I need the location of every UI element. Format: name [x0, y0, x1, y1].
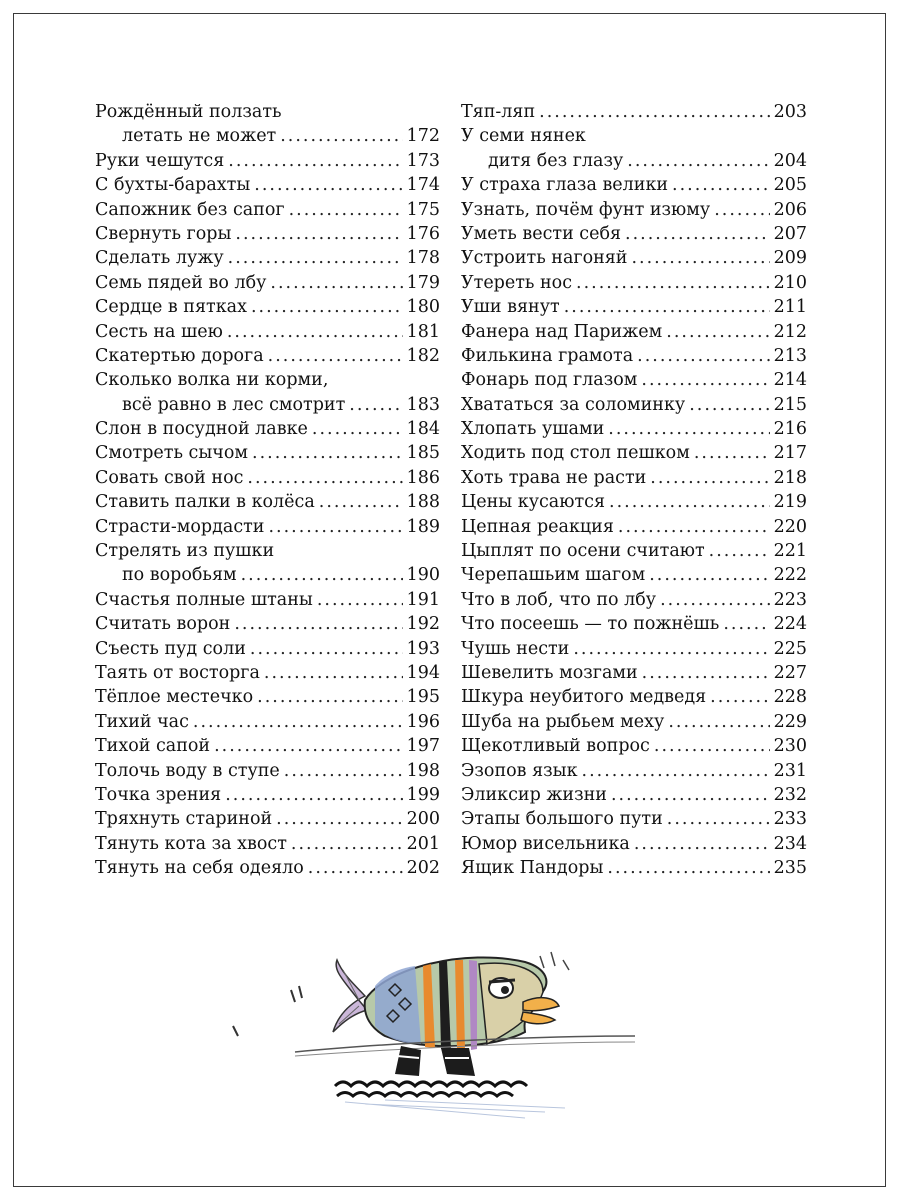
toc-entry-title: Сделать лужу [95, 248, 224, 269]
toc-entry[interactable] [461, 539, 807, 563]
toc-entry-page-number: 196 [406, 711, 440, 732]
toc-entry-title: Тряхнуть стариной [95, 809, 273, 830]
toc-entry-page-number: 172 [406, 126, 440, 147]
toc-entry[interactable] [461, 856, 807, 880]
toc-entry[interactable] [461, 173, 807, 197]
toc-entry-page-number: 174 [406, 175, 440, 196]
dot-leader [251, 295, 403, 319]
dot-leader [234, 612, 402, 636]
dot-leader [611, 783, 770, 807]
toc-entry-page-number: 182 [406, 345, 440, 366]
toc-entry-page-number: 190 [406, 565, 440, 586]
toc-entry-page-number: 216 [773, 419, 807, 440]
toc-entry-page-number: 185 [406, 443, 440, 464]
toc-entry-title: У семи нянек [461, 126, 586, 147]
dot-leader [631, 246, 769, 270]
toc-entry-title-continuation: по воробьям [122, 565, 237, 586]
toc-entry[interactable] [461, 783, 807, 807]
toc-entry[interactable] [95, 588, 440, 612]
dot-leader [649, 563, 769, 587]
toc-entry-page-number: 184 [406, 419, 440, 440]
dot-leader [564, 295, 770, 319]
dot-leader [634, 832, 770, 856]
toc-entry[interactable] [461, 515, 807, 539]
dot-leader [625, 222, 770, 246]
toc-entry[interactable] [461, 295, 807, 319]
dot-leader [228, 246, 403, 270]
toc-entry-page-number: 219 [773, 492, 807, 513]
toc-entry-page-number: 175 [406, 199, 440, 220]
toc-entry[interactable] [461, 246, 807, 270]
toc-entry[interactable] [95, 344, 440, 368]
dot-leader [254, 173, 402, 197]
toc-entry-title: Цепная реакция [461, 516, 614, 537]
toc-entry-title: Уметь вести себя [461, 223, 622, 244]
toc-entry-title: Уши вянут [461, 297, 560, 318]
toc-entry-title: Хвататься за соломинку [461, 394, 686, 415]
fish-in-fur-coat-icon [225, 940, 655, 1130]
toc-entry[interactable] [95, 149, 440, 173]
dot-leader [270, 271, 402, 295]
toc-entry[interactable] [95, 490, 440, 514]
toc-entry-title: Стрелять из пушки [95, 541, 275, 562]
toc-entry-page-number: 218 [773, 467, 807, 488]
toc-entry-page-number: 235 [773, 858, 807, 879]
toc-entry-title: Тихий час [95, 711, 189, 732]
toc-entry-page-number: 195 [406, 687, 440, 708]
toc-entry[interactable] [461, 393, 807, 417]
toc-entry-page-number: 173 [406, 150, 440, 171]
toc-entry-title: Слон в посудной лавке [95, 419, 308, 440]
toc-entry-page-number: 176 [406, 223, 440, 244]
toc-entry[interactable] [95, 661, 440, 685]
dot-leader [228, 149, 402, 173]
toc-entry-title: Ящик Пандоры [461, 858, 604, 879]
hand-drawn-fish-illustration [233, 952, 635, 1118]
toc-entry[interactable] [95, 685, 440, 709]
toc-entry-page-number: 209 [773, 248, 807, 269]
toc-entry-page-number: 186 [406, 467, 440, 488]
toc-entry-title: Цыплят по осени считают [461, 541, 705, 562]
toc-entry[interactable] [461, 734, 807, 758]
dot-leader [284, 759, 403, 783]
toc-entry-title: Точка зрения [95, 784, 222, 805]
dot-leader [319, 490, 403, 514]
dot-leader [723, 612, 769, 636]
toc-entry-page-number: 204 [773, 150, 807, 171]
toc-entry-title: Ставить палки в колёса [95, 492, 315, 513]
toc-entry[interactable] [95, 295, 440, 319]
dot-leader [308, 856, 403, 880]
toc-entry[interactable] [461, 124, 807, 173]
toc-entry-title: Съесть пуд соли [95, 638, 246, 659]
toc-entry-title: Шкура неубитого медведя [461, 687, 707, 708]
toc-entry-title: С бухты-барахты [95, 175, 251, 196]
toc-entry[interactable] [95, 368, 440, 417]
toc-entry-page-number: 205 [773, 175, 807, 196]
toc-entry-title: Фанера над Парижем [461, 321, 663, 342]
toc-entry[interactable] [461, 417, 807, 441]
toc-entry-title: Эзопов язык [461, 760, 578, 781]
toc-entry[interactable] [461, 271, 807, 295]
toc-entry-page-number: 220 [773, 516, 807, 537]
toc-entry[interactable] [95, 320, 440, 344]
toc-entry[interactable] [95, 539, 440, 588]
dot-leader [618, 515, 770, 539]
toc-entry[interactable] [95, 710, 440, 734]
toc-entry[interactable] [461, 368, 807, 392]
toc-entry[interactable] [95, 100, 440, 149]
toc-entry-title: Что посеешь — то пожнёшь [461, 614, 720, 635]
dot-leader [608, 417, 769, 441]
toc-entry-title: Сердце в пятках [95, 297, 247, 318]
toc-entry[interactable] [461, 198, 807, 222]
toc-entry-title: Филькина грамота [461, 345, 634, 366]
toc-entry-title: Сесть на шею [95, 321, 223, 342]
toc-entry[interactable] [95, 246, 440, 270]
toc-entry-page-number: 224 [773, 614, 807, 635]
dot-leader [268, 344, 403, 368]
dot-leader [235, 222, 402, 246]
toc-entry-page-number: 189 [406, 516, 440, 537]
dot-leader [641, 368, 769, 392]
toc-entry-page-number: 193 [406, 638, 440, 659]
toc-entry-title: Совать свой нос [95, 467, 244, 488]
toc-entry-title: Щекотливый вопрос [461, 736, 650, 757]
toc-entry-page-number: 206 [773, 199, 807, 220]
toc-entry[interactable] [95, 466, 440, 490]
toc-entry-title: Цены кусаются [461, 492, 605, 513]
dot-leader [193, 710, 403, 734]
dot-leader [276, 807, 402, 831]
toc-entry-page-number: 210 [773, 272, 807, 293]
toc-entry-title: Смотреть сычом [95, 443, 248, 464]
toc-entry-page-number: 179 [406, 272, 440, 293]
toc-entry[interactable] [461, 222, 807, 246]
toc-entry-page-number: 232 [773, 784, 807, 805]
toc-entry-page-number: 229 [773, 711, 807, 732]
toc-entry-title: Страсти-мордасти [95, 516, 265, 537]
dot-leader [668, 710, 769, 734]
dot-leader [607, 856, 769, 880]
toc-entry-title: Шуба на рыбьем меху [461, 711, 665, 732]
toc-entry[interactable] [95, 222, 440, 246]
toc-entry[interactable] [461, 807, 807, 831]
toc-entry-title: Чушь нести [461, 638, 570, 659]
toc-entry-page-number: 188 [406, 492, 440, 513]
toc-entry[interactable] [95, 417, 440, 441]
toc-entry[interactable] [95, 637, 440, 661]
toc-entry-title-continuation: дитя без глазу [488, 150, 624, 171]
toc-entry-page-number: 194 [406, 662, 440, 683]
toc-entry[interactable] [461, 320, 807, 344]
toc-entry-page-number: 192 [406, 614, 440, 635]
dot-leader [317, 588, 403, 612]
toc-entry[interactable] [95, 783, 440, 807]
toc-entry-page-number: 227 [773, 662, 807, 683]
dot-leader [227, 320, 403, 344]
toc-entry-page-number: 198 [406, 760, 440, 781]
toc-entry-page-number: 214 [773, 370, 807, 391]
toc-entry-title: Шевелить мозгами [461, 662, 638, 683]
toc-entry-page-number: 223 [773, 589, 807, 610]
dot-leader [654, 734, 770, 758]
toc-entry[interactable] [461, 710, 807, 734]
dot-leader [291, 832, 403, 856]
dot-leader [709, 539, 770, 563]
toc-entry-title: Таять от восторга [95, 662, 260, 683]
toc-entry[interactable] [95, 759, 440, 783]
toc-entry-page-number: 234 [773, 833, 807, 854]
toc-entry-title: Узнать, почём фунт изюму [461, 199, 711, 220]
dot-leader [214, 734, 403, 758]
dot-leader [627, 149, 769, 173]
toc-entry[interactable] [461, 100, 807, 124]
toc-entry[interactable] [461, 759, 807, 783]
dot-leader [666, 320, 769, 344]
toc-entry-title: Хоть трава не расти [461, 467, 647, 488]
toc-entry-page-number: 225 [773, 638, 807, 659]
dot-leader [689, 393, 769, 417]
dot-leader [650, 466, 769, 490]
toc-entry[interactable] [95, 856, 440, 880]
dot-leader [642, 661, 770, 685]
toc-entry-title: Толочь воду в ступе [95, 760, 280, 781]
dot-leader [289, 198, 403, 222]
toc-entry[interactable] [461, 588, 807, 612]
toc-entry-page-number: 230 [773, 736, 807, 757]
toc-entry-title: Считать ворон [95, 614, 231, 635]
toc-entry-title: Что в лоб, что по лбу [461, 589, 657, 610]
toc-column-left [95, 100, 440, 881]
toc-entry-title: Тянуть на себя одеяло [95, 858, 304, 879]
dot-leader [609, 490, 770, 514]
toc-entry[interactable] [95, 612, 440, 636]
toc-entry[interactable] [95, 515, 440, 539]
toc-entry[interactable] [95, 832, 440, 856]
toc-entry[interactable] [95, 807, 440, 831]
dot-leader [250, 637, 403, 661]
toc-entry-page-number: 199 [406, 784, 440, 805]
toc-entry[interactable] [461, 685, 807, 709]
toc-entry-page-number: 221 [773, 541, 807, 562]
toc-entry-title: Устроить нагоняй [461, 248, 628, 269]
dot-leader [252, 441, 403, 465]
toc-entry-page-number: 200 [406, 809, 440, 830]
dot-leader [694, 441, 770, 465]
dot-leader [637, 344, 769, 368]
dot-leader [264, 661, 403, 685]
toc-entry-title: Эликсир жизни [461, 784, 607, 805]
dot-leader [280, 124, 402, 148]
toc-entry-page-number: 213 [773, 345, 807, 366]
toc-entry-title: Семь пядей во лбу [95, 272, 267, 293]
dot-leader [660, 588, 769, 612]
toc-entry[interactable] [95, 271, 440, 295]
toc-entry-page-number: 222 [773, 565, 807, 586]
toc-entry[interactable] [461, 344, 807, 368]
dot-leader [241, 563, 403, 587]
toc-entry[interactable] [461, 563, 807, 587]
toc-entry-title: Руки чешутся [95, 150, 225, 171]
toc-entry-page-number: 228 [773, 687, 807, 708]
dot-leader [268, 515, 402, 539]
toc-entry[interactable] [461, 441, 807, 465]
toc-entry[interactable] [461, 832, 807, 856]
toc-entry-page-number: 183 [406, 394, 440, 415]
toc-entry-title: Тихой сапой [95, 736, 211, 757]
dot-leader [349, 393, 402, 417]
toc-entry-page-number: 233 [773, 809, 807, 830]
toc-entry[interactable] [95, 173, 440, 197]
toc-entry-title: Тянуть кота за хвост [95, 833, 287, 854]
dot-leader [672, 173, 770, 197]
toc-entry-page-number: 207 [773, 223, 807, 244]
toc-entry-page-number: 211 [773, 297, 807, 318]
toc-entry-page-number: 191 [406, 589, 440, 610]
dot-leader [247, 466, 402, 490]
toc-entry-title-continuation: летать не может [122, 126, 277, 147]
dot-leader [539, 100, 769, 124]
toc-entry-page-number: 178 [406, 248, 440, 269]
toc-entry-title: Счастья полные штаны [95, 589, 313, 610]
toc-entry-title: Рождённый ползать [95, 102, 282, 122]
toc-column-right [461, 100, 807, 881]
toc-entry[interactable] [461, 466, 807, 490]
toc-entry-page-number: 201 [406, 833, 440, 854]
toc-entry[interactable] [461, 612, 807, 636]
toc-entry-title: Тяп-ляп [461, 102, 536, 122]
toc-entry[interactable] [461, 637, 807, 661]
toc-entry[interactable] [95, 198, 440, 222]
dot-leader [573, 637, 769, 661]
toc-entry-page-number: 202 [406, 858, 440, 879]
dot-leader [225, 783, 402, 807]
toc-entry-title: Черепашьим шагом [461, 565, 646, 586]
toc-entry-page-number: 181 [406, 321, 440, 342]
toc-entry-page-number: 203 [773, 102, 807, 122]
toc-entry-title: Скатертью дорога [95, 345, 264, 366]
toc-entry[interactable] [95, 441, 440, 465]
toc-entry-page-number: 215 [773, 394, 807, 415]
dot-leader [710, 685, 769, 709]
toc-entry-title-continuation: всё равно в лес смотрит [122, 394, 346, 415]
toc-entry-page-number: 217 [773, 443, 807, 464]
toc-entry-title: Сапожник без сапог [95, 199, 285, 220]
toc-entry-title: Свернуть горы [95, 223, 232, 244]
toc-entry[interactable] [461, 661, 807, 685]
dot-leader [576, 271, 770, 295]
toc-entry-page-number: 197 [406, 736, 440, 757]
toc-entry-title: Хлопать ушами [461, 419, 605, 440]
toc-entry-title: Юмор висельника [461, 833, 630, 854]
toc-entry-title: Фонарь под глазом [461, 370, 638, 391]
toc-entry-title: Ходить под стол пешком [461, 443, 690, 464]
toc-entry-title: Тёплое местечко [95, 687, 254, 708]
toc-entry-title: У страха глаза велики [461, 175, 669, 196]
dot-leader [582, 759, 770, 783]
dot-leader [312, 417, 403, 441]
toc-entry[interactable] [95, 734, 440, 758]
dot-leader [667, 807, 770, 831]
toc-entry-title: Этапы большого пути [461, 809, 663, 830]
dot-leader [257, 685, 402, 709]
dot-leader [714, 198, 769, 222]
toc-entry-title: Утереть нос [461, 272, 573, 293]
toc-entry-page-number: 212 [773, 321, 807, 342]
toc-entry-title: Сколько волка ни корми, [95, 370, 329, 391]
toc-entry[interactable] [461, 490, 807, 514]
toc-entry-page-number: 180 [406, 297, 440, 318]
toc-entry-page-number: 231 [773, 760, 807, 781]
